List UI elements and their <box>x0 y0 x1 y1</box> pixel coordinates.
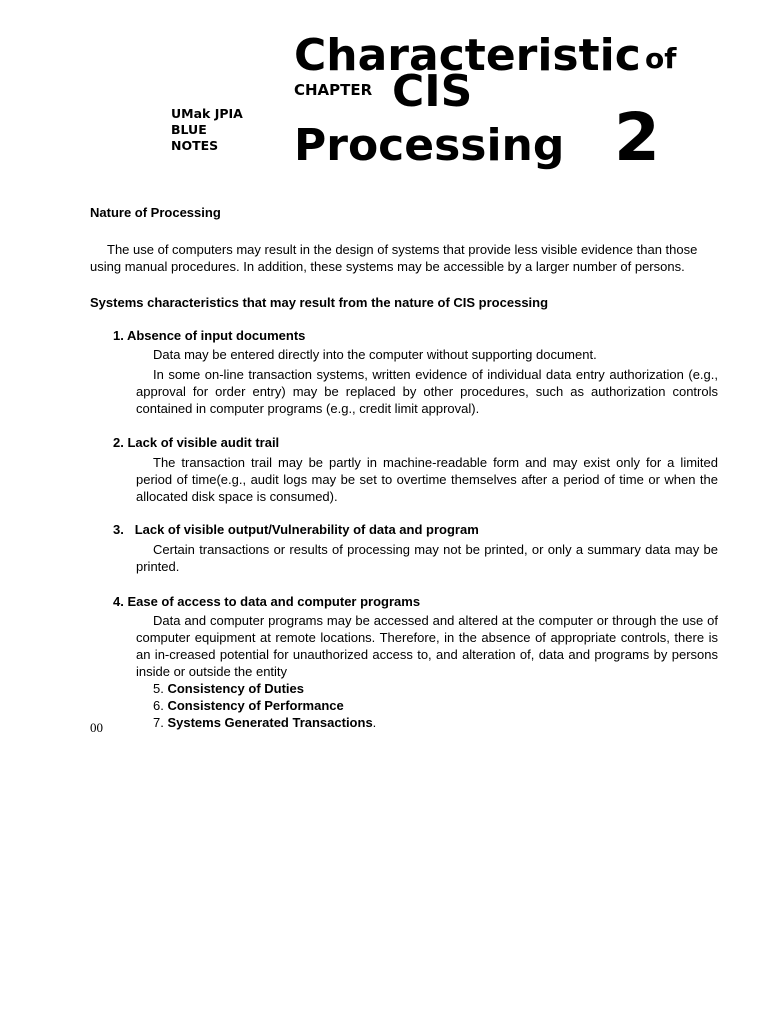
list-item <box>153 680 304 697</box>
footer-code: 00 <box>90 720 103 735</box>
brand-line: UMak JPIA <box>171 106 243 121</box>
intro-paragraph: The use of computers may result in the design of systems that provide less visible evidence than those using manual procedures. In addition, these systems may be accessible by a larger number of persons. <box>90 242 698 274</box>
item-paragraph: Data may be entered directly into the computer without supporting document. <box>153 347 597 362</box>
item-number: 6. <box>153 698 164 713</box>
brand-block <box>171 106 243 154</box>
item-number: 7. <box>153 715 164 730</box>
item-heading-text: Lack of visible output/Vulnerability of data and program <box>134 522 479 537</box>
item-label: Systems Generated Transactions <box>167 715 373 730</box>
subheading: Systems characteristics that may result from the nature of CIS processing <box>90 295 549 310</box>
list-item <box>153 714 376 731</box>
item-number: 5. <box>153 681 164 696</box>
title-characteristic: Characteristic <box>294 30 641 81</box>
item-label: Consistency of Performance <box>167 698 344 713</box>
item-label: Consistency of Duties <box>167 681 304 696</box>
item-paragraph: Data and computer programs may be accessed and altered at the computer or through the use of computer equipment at remote locations. Therefore, in the absence of appropriate controls, there is an in-creased potential for unauthorized access to, and alteration of, data and programs by persons inside or outside the entity <box>136 613 718 679</box>
item-heading: 1. Absence of input documents <box>113 328 306 343</box>
item-suffix: . <box>372 715 377 730</box>
section-heading: Nature of Processing <box>90 205 221 220</box>
item-paragraph: The transaction trail may be partly in machine-readable form and may exist only for a limited period of time(e.g., audit logs may be set to overtime themselves after a period of time or when the allocated disk space is consumed). <box>136 455 718 504</box>
item-heading <box>113 521 479 538</box>
brand-line: NOTES <box>171 138 219 153</box>
item-heading: 4. Ease of access to data and computer programs <box>113 594 421 609</box>
title-of: of <box>645 42 677 75</box>
item-paragraph: Certain transactions or results of processing may not be printed, or only a summary data may be printed. <box>136 542 718 574</box>
list-item <box>153 697 344 714</box>
item-number: 3. <box>113 522 124 537</box>
title-processing: Processing <box>294 120 565 171</box>
brand-line: BLUE <box>171 122 207 137</box>
chapter-label: CHAPTER <box>294 81 373 99</box>
title-cis: CIS <box>392 66 473 117</box>
item-heading: 2. Lack of visible audit trail <box>113 435 280 450</box>
item-paragraph: In some on-line transaction systems, written evidence of individual data entry authorization (e.g., approval for order entry) may be replaced by other procedures, such as authorization controls contained in computer programs (e.g., credit limit approval). <box>136 367 718 416</box>
chapter-number: 2 <box>614 99 660 176</box>
